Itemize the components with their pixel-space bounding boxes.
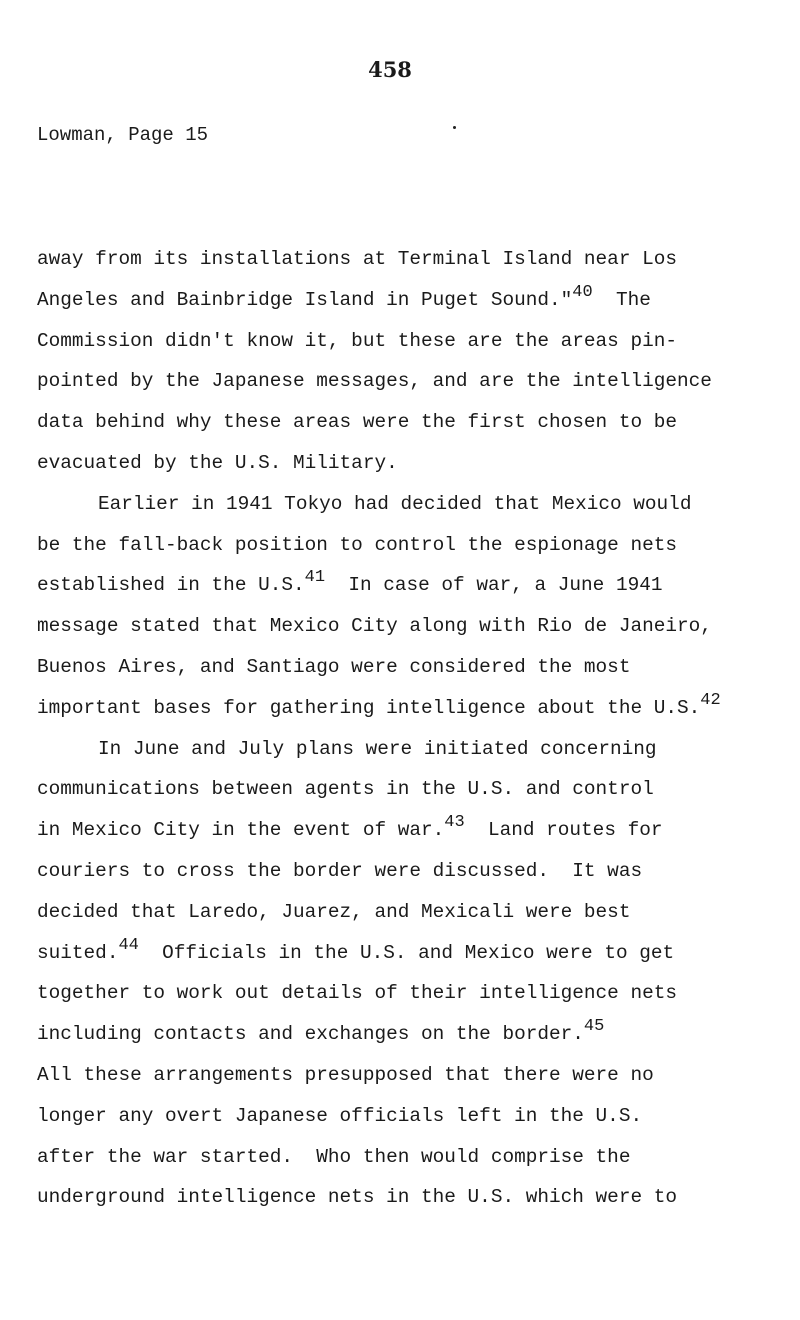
line-text: message stated that Mexico City along with Rio de Janeiro, — [37, 615, 712, 638]
footnote-marker: 41 — [304, 568, 326, 588]
line-text: data behind why these areas were the first chosen to be — [37, 411, 677, 434]
paragraph — [37, 734, 777, 1060]
text-line — [37, 282, 777, 326]
line-text: away from its installations at Terminal Island near Los — [37, 248, 677, 270]
text-line — [37, 1182, 777, 1223]
line-text: Buenos Aires, and Santiago were considered the most — [37, 655, 631, 678]
line-text: in Mexico City in the event of war. — [37, 819, 445, 842]
line-text: All these arrangements presupposed that there were no — [37, 1063, 654, 1086]
line-text: evacuated by the U.S. Military. — [37, 451, 398, 474]
line-text: together to work out details of their intelligence nets — [37, 982, 677, 1005]
line-text: pointed by the Japanese messages, and are the intelligence — [37, 370, 712, 393]
body-text — [37, 244, 777, 1223]
text-line — [37, 244, 777, 285]
line-text: Commission didn't know it, but these are the areas pin- — [37, 329, 677, 352]
text-line — [37, 935, 777, 979]
text-line — [37, 407, 777, 448]
text-line — [37, 1060, 777, 1101]
text-line — [37, 1019, 777, 1060]
line-text: important bases for gathering intelligence about the U.S. — [37, 696, 701, 719]
text-line — [37, 611, 777, 652]
line-text: underground intelligence nets in the U.S. which were to — [37, 1186, 677, 1209]
paragraph — [37, 489, 777, 734]
text-line — [37, 978, 777, 1019]
text-line — [37, 570, 777, 611]
paragraph — [37, 1060, 777, 1223]
text-line — [37, 530, 777, 571]
text-line — [37, 1142, 777, 1183]
line-text: including contacts and exchanges on the border. — [37, 1023, 584, 1046]
text-line — [37, 448, 777, 489]
line-text-after: In case of war, a June 1941 — [325, 574, 663, 597]
footnote-marker: 45 — [583, 1017, 605, 1037]
line-text: In June and July plans were initiated concerning — [98, 737, 657, 760]
footnote-marker: 40 — [572, 282, 593, 302]
line-text: Earlier in 1941 Tokyo had decided that Mexico would — [98, 492, 692, 515]
text-line — [37, 690, 777, 734]
line-text-after: The — [592, 288, 651, 311]
line-text: decided that Laredo, Juarez, and Mexicali were best — [37, 900, 631, 923]
line-text-after: Land routes for — [464, 819, 663, 842]
text-line — [37, 856, 777, 897]
footnote-marker: 43 — [444, 813, 465, 833]
speck-mark — [453, 126, 456, 129]
text-line — [37, 489, 777, 530]
line-text: couriers to cross the border were discussed. It was — [37, 859, 643, 882]
line-text: longer any overt Japanese officials left in the U.S. — [37, 1104, 643, 1127]
line-text-after: Officials in the U.S. and Mexico were to get — [138, 941, 675, 964]
text-line — [37, 897, 777, 938]
text-line — [37, 774, 777, 815]
text-line — [37, 326, 777, 367]
page-number: 458 — [368, 57, 412, 82]
line-text: be the fall-back position to control the espionage nets — [37, 533, 677, 556]
running-head: Lowman, Page 15 — [37, 124, 209, 146]
line-text: Angeles and Bainbridge Island in Puget Sound." — [37, 288, 573, 311]
text-line — [37, 1101, 777, 1142]
text-line — [37, 815, 777, 856]
line-text: suited. — [37, 941, 119, 964]
line-text: established in the U.S. — [37, 574, 305, 597]
line-text: after the war started. Who then would comprise the — [37, 1145, 631, 1168]
paragraph — [37, 244, 777, 489]
text-line — [37, 734, 777, 775]
text-line — [37, 652, 777, 693]
footnote-marker: 42 — [700, 690, 721, 710]
text-line — [37, 366, 777, 407]
line-text: communications between agents in the U.S. and control — [37, 778, 654, 801]
footnote-marker: 44 — [118, 935, 139, 955]
